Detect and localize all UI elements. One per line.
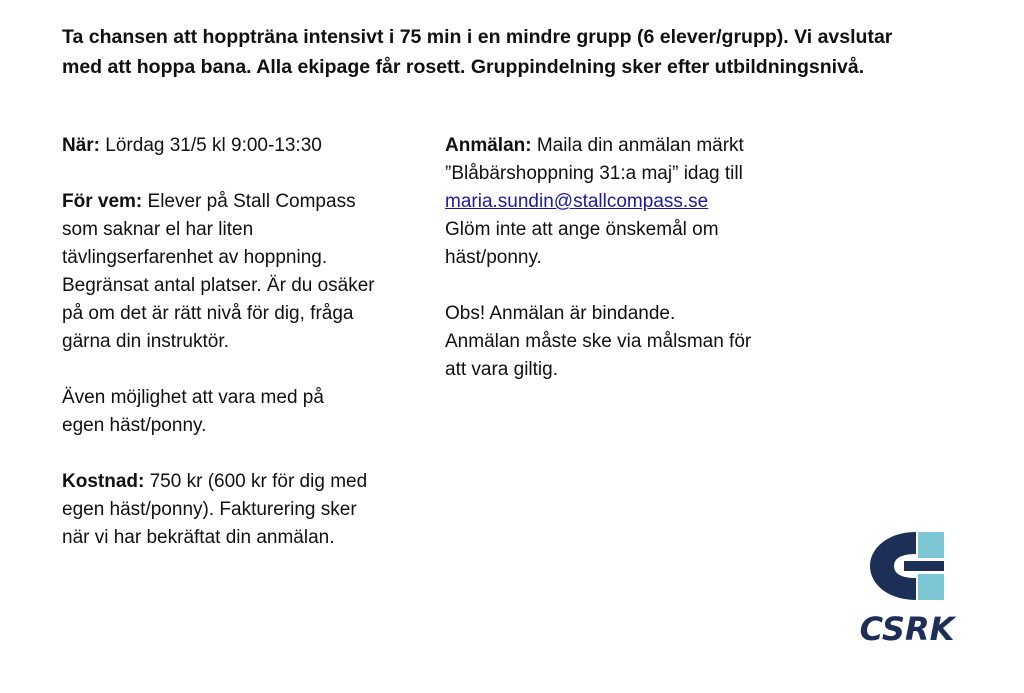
csrk-logo bbox=[852, 528, 962, 658]
own-horse-section bbox=[62, 384, 432, 440]
for-whom-line: Elever på Stall Compass bbox=[147, 191, 356, 212]
own-horse-line: egen häst/ponny. bbox=[62, 415, 207, 436]
signup-section bbox=[445, 132, 825, 272]
cost-line: egen häst/ponny). Fakturering sker bbox=[62, 499, 357, 520]
cost-label: Kostnad: bbox=[62, 471, 145, 492]
logo-navy-bar bbox=[904, 561, 944, 571]
note-line: Obs! Anmälan är bindande. bbox=[445, 303, 676, 324]
for-whom-line: som saknar el har liten bbox=[62, 219, 254, 240]
for-whom-line: tävlingserfarenhet av hoppning. bbox=[62, 247, 328, 268]
intro-line-1: Ta chansen att hoppträna intensivt i 75 min i en mindre grupp (6 elever/grupp). Vi avslutar bbox=[62, 26, 893, 48]
note-line: Anmälan måste ske via målsman för bbox=[445, 331, 752, 352]
when-label: När: bbox=[62, 135, 101, 156]
right-column bbox=[445, 132, 825, 412]
left-column bbox=[62, 132, 432, 580]
signup-line: ”Blåbärshoppning 31:a maj” idag till bbox=[445, 163, 743, 184]
cost-line: när vi har bekräftat din anmälan. bbox=[62, 527, 335, 548]
for-whom-line: Begränsat antal platser. Är du osäker bbox=[62, 275, 375, 296]
note-section bbox=[445, 300, 825, 384]
intro-text bbox=[62, 22, 962, 82]
logo-light-square-bottom bbox=[918, 574, 944, 600]
when-text: Lördag 31/5 kl 9:00-13:30 bbox=[105, 135, 322, 156]
for-whom-line: gärna din instruktör. bbox=[62, 331, 229, 352]
for-whom-label: För vem: bbox=[62, 191, 143, 212]
own-horse-line: Även möjlighet att vara med på bbox=[62, 387, 324, 408]
email-link[interactable]: maria.sundin@stallcompass.se bbox=[445, 191, 709, 212]
logo-light-square-top bbox=[918, 532, 944, 558]
note-line: att vara giltig. bbox=[445, 359, 558, 380]
for-whom-section bbox=[62, 188, 432, 356]
for-whom-line: på om det är rätt nivå för dig, fråga bbox=[62, 303, 354, 324]
intro-line-2: med att hoppa bana. Alla ekipage får rosett. Gruppindelning sker efter utbildningsnivå. bbox=[62, 56, 865, 78]
cost-section bbox=[62, 468, 432, 552]
cost-line: 750 kr (600 kr för dig med bbox=[149, 471, 368, 492]
signup-label: Anmälan: bbox=[445, 135, 532, 156]
signup-line: Maila din anmälan märkt bbox=[536, 135, 744, 156]
signup-line: Glöm inte att ange önskemål om bbox=[445, 219, 719, 240]
when-section bbox=[62, 132, 432, 160]
logo-text: CSRK bbox=[859, 610, 955, 648]
csrk-logo-icon bbox=[866, 528, 948, 604]
signup-line: häst/ponny. bbox=[445, 247, 542, 268]
